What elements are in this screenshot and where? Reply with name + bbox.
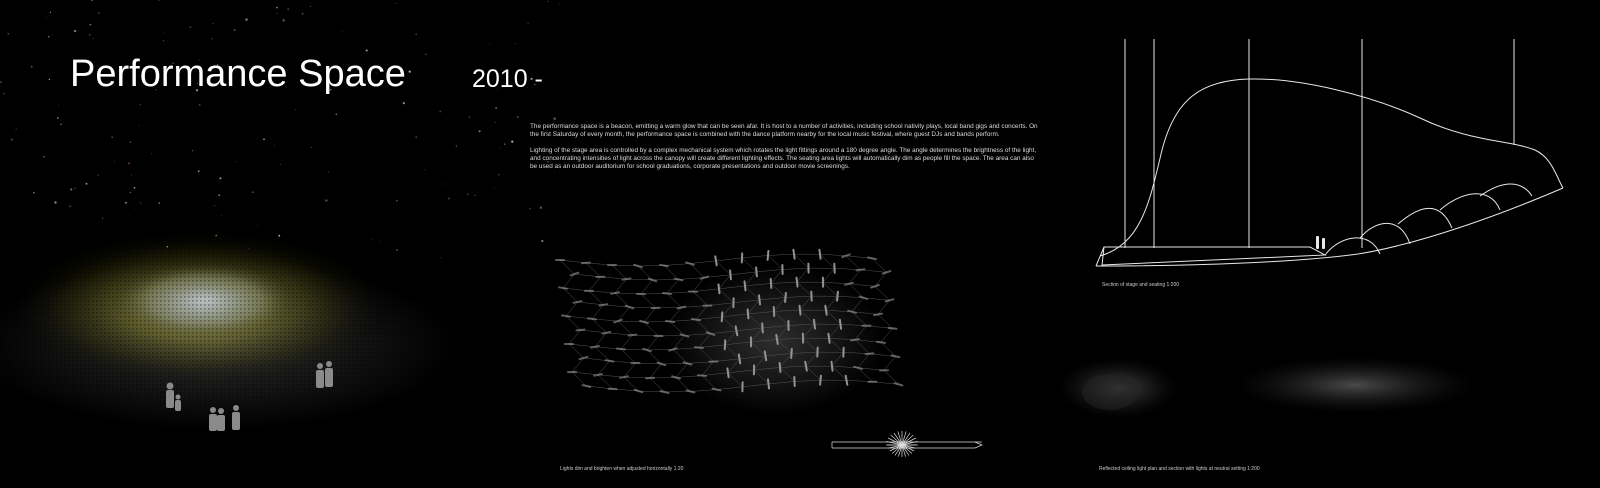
star	[49, 79, 50, 80]
dot-screen	[0, 220, 440, 420]
lamp-rotation-detail	[832, 431, 982, 457]
star	[273, 119, 274, 120]
light-fitting	[617, 349, 625, 350]
light-fitting	[629, 335, 637, 336]
canopy-profile	[1100, 79, 1563, 256]
description-text	[530, 123, 1042, 178]
star	[50, 12, 51, 13]
light-fitting	[687, 390, 695, 392]
light-fitting	[857, 269, 865, 270]
person-figure	[325, 361, 333, 387]
star	[325, 199, 327, 201]
star	[151, 153, 152, 154]
light-fitting	[603, 332, 611, 334]
star	[57, 117, 59, 119]
light-fitting	[583, 385, 591, 387]
caption-ceiling-plan: Reflected ceiling light plan and section with lights at neutral setting 1:200	[1099, 466, 1260, 472]
star	[89, 34, 91, 36]
star	[342, 30, 343, 31]
star	[287, 8, 288, 9]
star	[236, 161, 237, 162]
light-fitting	[793, 250, 794, 259]
light-fitting	[771, 279, 772, 288]
star	[74, 30, 76, 32]
light-fitting	[895, 383, 903, 385]
star	[336, 114, 337, 115]
star	[479, 130, 481, 132]
star	[33, 192, 34, 193]
star	[192, 150, 193, 151]
star	[295, 109, 296, 110]
light-fitting	[832, 362, 833, 371]
light-fitting	[582, 263, 590, 264]
light-fitting	[780, 363, 781, 372]
star	[134, 187, 136, 189]
person-figure	[316, 363, 324, 388]
light-fitting-grid	[556, 250, 902, 415]
star	[276, 7, 278, 9]
star	[311, 147, 312, 148]
star	[511, 141, 513, 143]
star	[11, 139, 13, 141]
star	[548, 1, 549, 2]
star	[515, 43, 516, 44]
star	[98, 175, 99, 176]
light-fitting	[574, 301, 582, 303]
star	[527, 23, 528, 24]
star	[46, 17, 47, 18]
star	[234, 29, 236, 31]
light-fitting	[640, 321, 648, 323]
star	[112, 137, 113, 138]
star	[517, 116, 519, 118]
star	[60, 124, 61, 125]
person-figure	[175, 395, 181, 412]
star	[551, 68, 552, 69]
star	[310, 6, 311, 7]
ceiling-light-plan	[1058, 357, 1475, 418]
light-fitting	[851, 339, 859, 340]
star	[409, 70, 411, 72]
star	[263, 138, 265, 140]
light-fitting	[889, 328, 897, 329]
star	[395, 3, 396, 4]
light-fitting	[580, 357, 588, 359]
star	[474, 194, 476, 196]
light-fitting	[588, 318, 596, 319]
light-fitting	[727, 368, 728, 377]
light-fitting	[600, 304, 608, 305]
star	[283, 19, 285, 21]
star	[218, 194, 220, 196]
star	[125, 202, 127, 204]
star	[173, 160, 174, 161]
star	[252, 192, 253, 193]
star	[16, 129, 17, 130]
light-fitting	[591, 346, 599, 348]
light-fitting	[797, 278, 798, 287]
section-drawing	[1096, 39, 1563, 266]
star	[211, 38, 212, 39]
star	[0, 82, 1, 83]
section-blob	[1235, 357, 1475, 413]
light-fitting	[722, 312, 723, 321]
light-fitting	[759, 295, 760, 304]
light-fitting	[776, 335, 777, 344]
star	[456, 145, 457, 146]
star	[131, 174, 132, 175]
star	[396, 200, 398, 202]
star	[86, 183, 88, 185]
star	[31, 66, 33, 68]
star	[214, 205, 215, 206]
star	[52, 34, 53, 35]
caption-section: Section of stage and seating 1:200	[1102, 282, 1180, 288]
light-fitting	[814, 320, 815, 329]
star	[140, 203, 141, 204]
light-fitting	[623, 279, 631, 280]
light-fitting	[785, 293, 786, 302]
starfield	[0, 0, 559, 258]
star	[439, 111, 441, 113]
light-fitting	[800, 306, 801, 315]
light-fitting	[871, 285, 879, 288]
star	[221, 215, 222, 216]
star	[90, 24, 92, 26]
star	[495, 107, 497, 109]
light-fitting	[825, 306, 826, 315]
star	[139, 125, 140, 126]
star	[494, 187, 495, 188]
light-fitting	[883, 271, 891, 274]
light-fitting	[620, 376, 628, 378]
star	[43, 156, 45, 158]
light-fitting	[719, 284, 720, 293]
light-fitting	[820, 376, 821, 385]
light-fitting	[715, 256, 716, 265]
star	[280, 164, 281, 165]
light-fitting	[819, 250, 820, 259]
light-fitting	[635, 390, 643, 392]
star	[128, 215, 129, 216]
star	[504, 143, 506, 145]
person-figure	[166, 383, 174, 409]
star	[425, 169, 426, 170]
light-fitting	[660, 265, 668, 266]
star	[74, 187, 76, 189]
light-fitting	[614, 320, 622, 323]
light-fitting	[886, 299, 894, 301]
star	[128, 162, 130, 164]
light-fitting	[695, 347, 703, 348]
star	[448, 197, 450, 199]
star	[158, 202, 160, 204]
star	[164, 32, 165, 33]
caption-light-grid: Lights dim and brighten when adjusted horizontally 1:20	[560, 466, 684, 472]
star	[54, 201, 56, 203]
light-fitting	[842, 254, 850, 257]
star	[302, 13, 303, 14]
star	[467, 193, 469, 195]
star	[469, 117, 470, 118]
star	[219, 177, 221, 179]
light-fitting	[868, 258, 876, 260]
star	[189, 26, 191, 28]
light-fitting	[837, 292, 838, 301]
star	[529, 208, 530, 209]
star	[102, 218, 103, 219]
star	[366, 2, 367, 3]
light-fitting	[686, 262, 694, 264]
star	[130, 192, 131, 193]
light-fitting	[698, 375, 706, 376]
star	[91, 0, 93, 1]
star	[199, 104, 201, 106]
light-fitting	[892, 356, 900, 358]
light-fitting	[663, 293, 671, 294]
star	[130, 142, 131, 143]
light-fitting	[791, 349, 792, 358]
star	[140, 104, 142, 106]
light-fitting	[748, 309, 749, 318]
description-paragraph-2: Lighting of the stage area is controlled by a complex mechanical system which rotates the light fittings around a 180 degree angle. The angle determines the brightness of the light, and concentrating intensities of light across the canopy will create different lighting effects. The seating area lights will automatically dim as people fill the space. The area can also be used as an outdoor auditorium for school graduations, corporate presentations and outdoor movie screenings.	[530, 146, 1037, 171]
star	[163, 40, 164, 41]
star	[495, 122, 496, 123]
star	[541, 240, 543, 242]
light-fitting	[661, 391, 669, 393]
star	[274, 145, 275, 146]
star	[58, 105, 59, 106]
light-fitting	[866, 353, 874, 354]
star	[489, 43, 490, 44]
star	[3, 93, 5, 95]
light-fitting	[577, 330, 585, 331]
person-figure	[217, 408, 225, 431]
star	[114, 161, 115, 162]
star	[328, 171, 329, 172]
light-fitting	[840, 320, 841, 329]
plan-blob-core	[1082, 374, 1138, 410]
star	[540, 207, 542, 209]
star	[559, 3, 560, 4]
star	[441, 257, 442, 258]
light-fitting	[666, 321, 674, 322]
light-fitting	[649, 279, 657, 282]
person-figure	[232, 405, 240, 430]
light-fitting	[675, 279, 683, 281]
star	[442, 183, 443, 184]
lamp-fan	[886, 431, 918, 457]
description-paragraph-1: The performance space is a beacon, emitting a warm glow that can be seen afar. It is host to a number of activities, including school nativity plays, local band gigs and concerts. On the first Saturday of every month, the performance space is combined with the dance platform nearby for the local music festival, where guest DJs and bands perform.	[530, 123, 1038, 139]
light-fitting	[762, 323, 763, 332]
person-figure	[209, 407, 217, 431]
light-fitting	[739, 354, 740, 363]
light-fitting	[828, 334, 829, 343]
page-title: Performance Space	[70, 53, 406, 95]
light-fitting	[658, 363, 666, 366]
light-fitting	[643, 349, 651, 351]
star	[48, 36, 49, 37]
star	[425, 54, 426, 55]
light-fitting	[611, 292, 619, 294]
star	[498, 174, 499, 175]
light-fitting	[606, 360, 614, 361]
light-fitting	[626, 306, 634, 309]
star	[415, 136, 417, 138]
light-fitting	[768, 379, 769, 388]
star	[198, 170, 200, 172]
year-label: 2010 -	[472, 65, 543, 93]
star	[276, 13, 277, 14]
star	[554, 118, 556, 120]
light-fitting	[730, 270, 731, 279]
star	[158, 0, 159, 1]
star	[8, 33, 9, 34]
light-fitting	[756, 267, 757, 276]
star	[403, 102, 405, 104]
light-fitting	[701, 277, 709, 279]
star	[98, 12, 100, 14]
star	[416, 34, 417, 35]
light-fitting	[768, 251, 769, 260]
light-fitting	[559, 287, 567, 288]
light-fitting	[562, 315, 570, 316]
light-fitting	[571, 273, 579, 276]
star	[245, 18, 247, 20]
light-fitting	[672, 376, 680, 378]
light-fitting	[634, 265, 642, 267]
light-fitting	[692, 319, 700, 320]
star	[500, 147, 501, 148]
star	[212, 23, 214, 25]
light-fitting	[765, 351, 766, 360]
star	[93, 38, 94, 39]
star	[70, 188, 72, 190]
star	[69, 205, 71, 207]
light-fitting	[745, 281, 746, 290]
light-fitting	[877, 342, 885, 343]
